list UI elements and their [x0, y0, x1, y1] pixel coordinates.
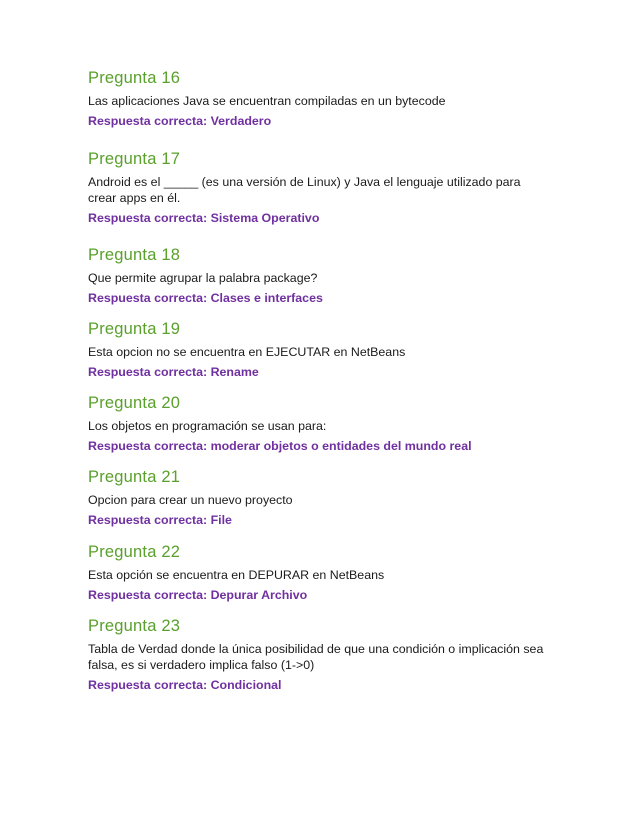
question-17	[88, 149, 548, 226]
question-text: Esta opcion no se encuentra en EJECUTAR en NetBeans	[88, 345, 406, 359]
question-18	[88, 245, 323, 306]
question-title: Pregunta 21	[88, 468, 181, 486]
question-answer: Respuesta correcta: Verdadero	[88, 114, 272, 128]
question-text: Tabla de Verdad donde la única posibilidad de que una condición o implicación sea falsa, es si verdadero implica falso (1->0)	[88, 642, 544, 672]
question-text: Que permite agrupar la palabra package?	[88, 271, 318, 285]
question-text: Esta opción se encuentra en DEPURAR en NetBeans	[88, 568, 385, 582]
question-text: Las aplicaciones Java se encuentran compiladas en un bytecode	[88, 94, 446, 108]
question-title: Pregunta 22	[88, 543, 181, 561]
question-title: Pregunta 23	[88, 617, 181, 635]
question-title: Pregunta 19	[88, 320, 181, 338]
question-16	[88, 68, 446, 129]
question-answer: Respuesta correcta: Sistema Operativo	[88, 211, 320, 225]
question-text: Los objetos en programación se usan para:	[88, 419, 327, 433]
question-answer: Respuesta correcta: moderar objetos o entidades del mundo real	[88, 439, 472, 453]
question-22	[88, 542, 384, 603]
question-text: Opcion para crear un nuevo proyecto	[88, 493, 293, 507]
question-answer: Respuesta correcta: Depurar Archivo	[88, 588, 308, 602]
question-19	[88, 319, 405, 380]
question-title: Pregunta 18	[88, 246, 181, 264]
question-title: Pregunta 17	[88, 150, 181, 168]
question-23	[88, 616, 548, 693]
question-title: Pregunta 20	[88, 394, 181, 412]
question-answer: Respuesta correcta: File	[88, 513, 232, 527]
question-title: Pregunta 16	[88, 69, 181, 87]
question-answer: Respuesta correcta: Rename	[88, 365, 259, 379]
question-21	[88, 467, 293, 528]
question-answer: Respuesta correcta: Condicional	[88, 678, 282, 692]
question-answer: Respuesta correcta: Clases e interfaces	[88, 291, 323, 305]
question-20	[88, 393, 472, 454]
question-text: Android es el _____ (es una versión de Linux) y Java el lenguaje utilizado para crear apps en él.	[88, 175, 521, 205]
